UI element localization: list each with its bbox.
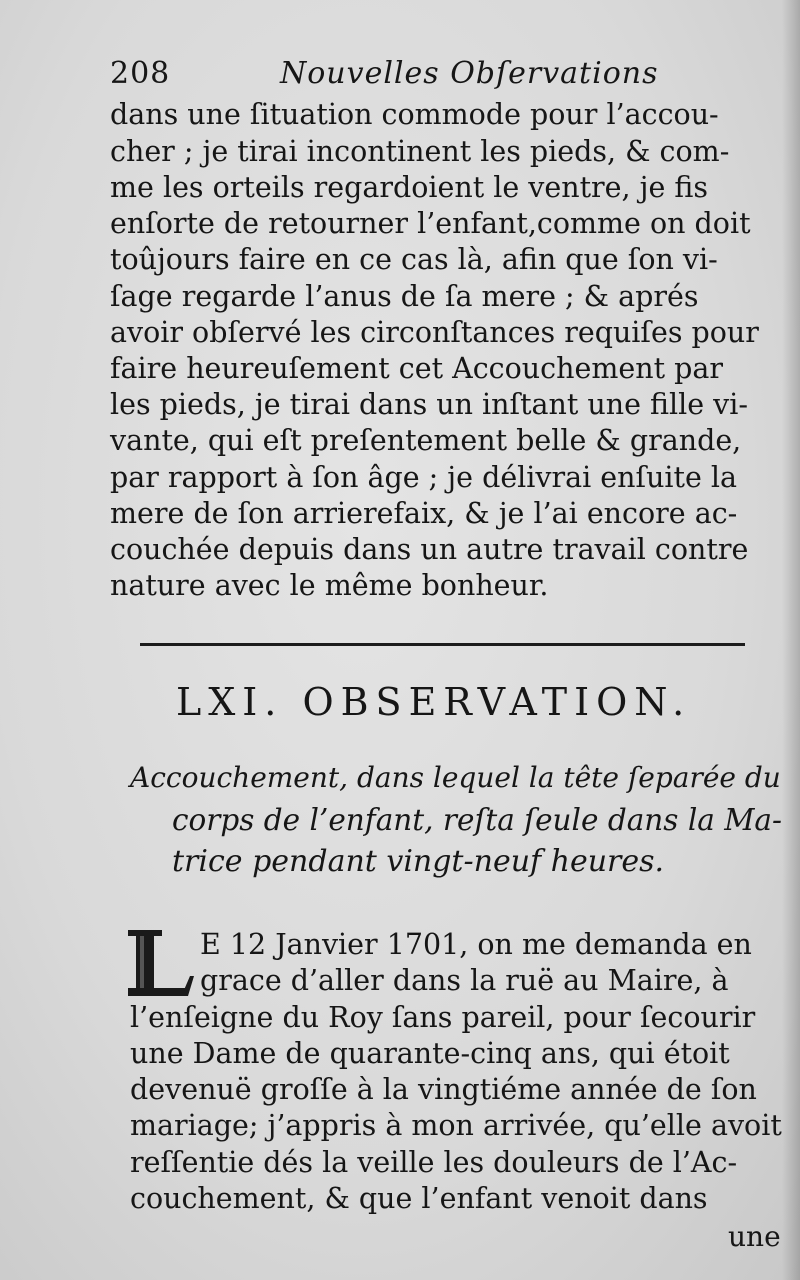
subtitle-line: corps de l’enfant, reſta ſeule dans la Ma- [172, 803, 782, 837]
page-number: 208 [110, 56, 171, 91]
text-line: mere de ſon arrierefaix, & je l’ai encore ac- [110, 497, 738, 530]
text-line: couchée depuis dans un autre travail contre [110, 533, 749, 566]
catchword: une [728, 1220, 781, 1253]
running-title: Nouvelles Obſervations [280, 56, 659, 91]
text-line: les pieds, je tirai dans un inſtant une fille vi- [110, 388, 749, 421]
text-line: me les orteils regardoient le ventre, je fis [110, 171, 709, 204]
text-line: l’enſeigne du Roy ſans pareil, pour ſecourir [130, 1001, 756, 1034]
text-line: ſage regarde l’anus de ſa mere ; & aprés [110, 280, 699, 313]
text-line: grace d’aller dans la ruë au Maire, à [200, 964, 729, 997]
observation-heading: LXI. OBSERVATION. [176, 680, 692, 724]
text-line: une Dame de quarante-cinq ans, qui étoit [130, 1037, 730, 1070]
text-line: mariage; j’appris à mon arrivée, qu’elle avoit [130, 1109, 782, 1142]
text-line: couchement, & que l’enfant venoit dans [130, 1182, 708, 1215]
text-line: cher ; je tirai incontinent les pieds, & com- [110, 135, 730, 168]
text-line: nature avec le même bonheur. [110, 569, 549, 602]
drop-cap-l [126, 926, 196, 1000]
text-line: E 12 Janvier 1701, on me demanda en [200, 928, 752, 961]
text-line: avoir obſervé les circonſtances requiſes pour [110, 316, 759, 349]
page-header [110, 56, 670, 96]
section-divider [140, 643, 745, 646]
text-line: reſſentie dés la veille les douleurs de l’Ac- [130, 1146, 738, 1179]
subtitle-line: trice pendant vingt-neuf heures. [172, 844, 665, 879]
text-line: dans une ſituation commode pour l’accou- [110, 98, 719, 131]
page-edge-shadow [782, 0, 800, 1280]
subtitle-line: Accouchement, dans lequel la tête ſeparée du [130, 761, 781, 794]
text-line: faire heureuſement cet Accouchement par [110, 352, 723, 385]
text-line: toûjours faire en ce cas là, afin que ſon vi- [110, 243, 718, 276]
text-line: vante, qui eſt preſentement belle & grande, [110, 424, 742, 457]
text-line: par rapport à ſon âge ; je délivrai enſuite la [110, 461, 738, 494]
text-line: devenuë groſſe à la vingtiéme année de ſon [130, 1073, 757, 1106]
text-line: enſorte de retourner l’enfant,comme on doit [110, 207, 751, 240]
